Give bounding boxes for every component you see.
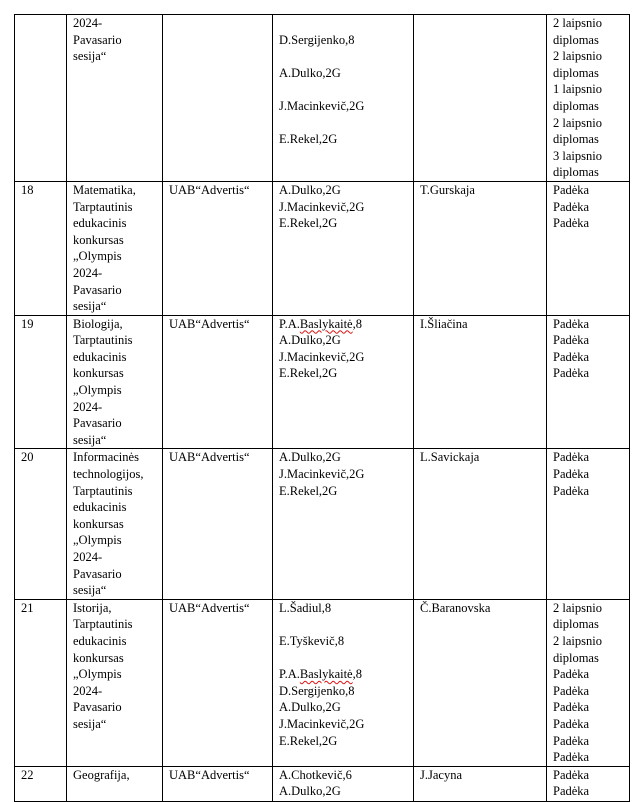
- teacher-cell: [414, 766, 547, 801]
- student-line: P.A.Baslykaitė,8: [279, 667, 362, 682]
- subject-line: Pavasario: [73, 700, 122, 715]
- student-line: L.Šadiul,8: [279, 600, 332, 615]
- result-line: Padėka: [553, 667, 590, 682]
- subject-cell: [67, 599, 163, 766]
- subject-line: konkursas: [73, 232, 124, 247]
- result-line: Padėka: [553, 716, 590, 731]
- blank-line: [279, 650, 413, 667]
- subject-cell: [67, 315, 163, 449]
- document-page: [14, 14, 630, 802]
- student-line: J.Macinkevič,2G: [279, 349, 365, 364]
- teacher-cell: [414, 449, 547, 599]
- result-line: 2 laipsnio: [553, 600, 602, 615]
- subject-line: Pavasario: [73, 566, 122, 581]
- row-number-cell: [15, 15, 67, 182]
- subject-line: sesija“: [73, 49, 107, 64]
- nr-text: 22: [21, 767, 34, 782]
- student-line: A.Dulko,2G: [279, 450, 341, 465]
- students-cell: [273, 766, 414, 801]
- teacher-text: I.Šliačina: [420, 316, 468, 331]
- students-cell: [273, 315, 414, 449]
- row-number-cell: [15, 315, 67, 449]
- subject-line: edukacinis: [73, 633, 127, 648]
- organizer-text: UAB“Advertis“: [169, 600, 250, 615]
- subject-line: sesija“: [73, 583, 107, 598]
- result-line: Padėka: [553, 733, 590, 748]
- result-line: diplomas: [553, 132, 599, 147]
- row-number-cell: [15, 599, 67, 766]
- organizer-cell: [163, 315, 273, 449]
- teacher-text: Č.Baranovska: [420, 600, 491, 615]
- student-line: J.Macinkevič,2G: [279, 716, 365, 731]
- nr-text: 20: [21, 450, 34, 465]
- student-line: J.Macinkevič,2G: [279, 199, 365, 214]
- result-line: Padėka: [553, 784, 590, 799]
- organizer-cell: [163, 599, 273, 766]
- subject-line: Matematika,: [73, 182, 136, 197]
- subject-line: „Olympis: [73, 533, 122, 548]
- table-body: [15, 15, 630, 802]
- subject-line: Pavasario: [73, 416, 122, 431]
- teacher-text: L.Savickaja: [420, 450, 480, 465]
- student-line: A.Dulko,2G: [279, 65, 341, 80]
- results-cell: [547, 15, 630, 182]
- results-cell: [547, 315, 630, 449]
- student-line: A.Dulko,2G: [279, 700, 341, 715]
- blank-line: [279, 115, 413, 132]
- organizer-cell: [163, 449, 273, 599]
- subject-cell: [67, 181, 163, 315]
- subject-line: konkursas: [73, 366, 124, 381]
- result-line: Padėka: [553, 483, 590, 498]
- result-line: 2 laipsnio: [553, 633, 602, 648]
- subject-cell: [67, 766, 163, 801]
- subject-line: Tarptautinis: [73, 199, 133, 214]
- student-line: D.Sergijenko,8: [279, 683, 355, 698]
- student-line: E.Rekel,2G: [279, 132, 338, 147]
- student-line: J.Macinkevič,2G: [279, 98, 365, 113]
- blank-line: [279, 81, 413, 98]
- subject-line: sesija“: [73, 716, 107, 731]
- student-line: A.Dulko,2G: [279, 784, 341, 799]
- olympiad-results-table: [14, 14, 630, 802]
- results-cell: [547, 766, 630, 801]
- subject-line: 2024-: [73, 683, 103, 698]
- result-line: Padėka: [553, 683, 590, 698]
- blank-line: [279, 616, 413, 633]
- row-number-cell: [15, 181, 67, 315]
- student-line: E.Rekel,2G: [279, 483, 338, 498]
- subject-cell: [67, 449, 163, 599]
- table-row: [15, 15, 630, 182]
- students-cell: [273, 449, 414, 599]
- organizer-text: UAB“Advertis“: [169, 450, 250, 465]
- result-line: Padėka: [553, 700, 590, 715]
- organizer-cell: [163, 766, 273, 801]
- subject-line: edukacinis: [73, 500, 127, 515]
- result-line: Padėka: [553, 333, 590, 348]
- nr-text: 18: [21, 182, 34, 197]
- result-line: 2 laipsnio: [553, 115, 602, 130]
- organizer-cell: [163, 15, 273, 182]
- nr-text: 21: [21, 600, 34, 615]
- result-line: Padėka: [553, 182, 590, 197]
- student-line: A.Dulko,2G: [279, 333, 341, 348]
- table-row: [15, 599, 630, 766]
- subject-line: edukacinis: [73, 349, 127, 364]
- subject-line: Informacinės: [73, 450, 139, 465]
- teacher-cell: [414, 15, 547, 182]
- student-line: J.Macinkevič,2G: [279, 467, 365, 482]
- subject-line: Istorija,: [73, 600, 112, 615]
- teacher-text: J.Jacyna: [420, 767, 462, 782]
- organizer-text: UAB“Advertis“: [169, 316, 250, 331]
- table-row: [15, 181, 630, 315]
- result-line: 2 laipsnio: [553, 49, 602, 64]
- students-cell: [273, 181, 414, 315]
- subject-line: Tarptautinis: [73, 483, 133, 498]
- result-line: 3 laipsnio: [553, 148, 602, 163]
- student-line: E.Rekel,2G: [279, 733, 338, 748]
- result-line: 2 laipsnio: [553, 16, 602, 30]
- student-line: E.Tyškevič,8: [279, 633, 345, 648]
- teacher-text: T.Gurskaja: [420, 182, 475, 197]
- subject-line: „Olympis: [73, 667, 122, 682]
- subject-line: Tarptautinis: [73, 333, 133, 348]
- teacher-cell: [414, 599, 547, 766]
- result-line: Padėka: [553, 767, 590, 782]
- result-line: Padėka: [553, 750, 590, 765]
- table-row: [15, 315, 630, 449]
- blank-line: [279, 48, 413, 65]
- results-cell: [547, 599, 630, 766]
- result-line: Padėka: [553, 366, 590, 381]
- table-row: [15, 766, 630, 801]
- subject-line: sesija“: [73, 432, 107, 447]
- result-line: diplomas: [553, 165, 599, 180]
- subject-line: Geografija,: [73, 767, 130, 782]
- result-line: diplomas: [553, 617, 599, 632]
- result-line: Padėka: [553, 199, 590, 214]
- subject-line: Pavasario: [73, 32, 122, 47]
- nr-text: 19: [21, 316, 34, 331]
- blank-line: [279, 15, 413, 32]
- subject-line: konkursas: [73, 650, 124, 665]
- student-line: P.A.Baslykaitė,8: [279, 316, 362, 331]
- result-line: 1 laipsnio: [553, 82, 602, 97]
- result-line: diplomas: [553, 32, 599, 47]
- subject-line: edukacinis: [73, 216, 127, 231]
- subject-line: Pavasario: [73, 282, 122, 297]
- subject-line: „Olympis: [73, 249, 122, 264]
- teacher-cell: [414, 181, 547, 315]
- result-line: Padėka: [553, 316, 590, 331]
- student-line: A.Dulko,2G: [279, 182, 341, 197]
- subject-line: Tarptautinis: [73, 617, 133, 632]
- organizer-cell: [163, 181, 273, 315]
- student-line: E.Rekel,2G: [279, 366, 338, 381]
- subject-line: 2024-: [73, 16, 103, 30]
- subject-line: technologijos,: [73, 467, 144, 482]
- subject-line: 2024-: [73, 265, 103, 280]
- subject-line: konkursas: [73, 516, 124, 531]
- results-cell: [547, 181, 630, 315]
- result-line: Padėka: [553, 450, 590, 465]
- student-line: E.Rekel,2G: [279, 216, 338, 231]
- subject-line: sesija“: [73, 299, 107, 314]
- subject-line: 2024-: [73, 550, 103, 564]
- subject-line: Biologija,: [73, 316, 123, 331]
- subject-cell: [67, 15, 163, 182]
- result-line: diplomas: [553, 65, 599, 80]
- organizer-text: UAB“Advertis“: [169, 182, 250, 197]
- subject-line: 2024-: [73, 399, 103, 414]
- result-line: diplomas: [553, 650, 599, 665]
- organizer-text: UAB“Advertis“: [169, 767, 250, 782]
- row-number-cell: [15, 449, 67, 599]
- students-cell: [273, 599, 414, 766]
- result-line: Padėka: [553, 349, 590, 364]
- students-cell: [273, 15, 414, 182]
- row-number-cell: [15, 766, 67, 801]
- table-row: [15, 449, 630, 599]
- student-line: A.Chotkevič,6: [279, 767, 352, 782]
- teacher-cell: [414, 315, 547, 449]
- result-line: Padėka: [553, 216, 590, 231]
- result-line: Padėka: [553, 467, 590, 482]
- subject-line: „Olympis: [73, 383, 122, 398]
- results-cell: [547, 449, 630, 599]
- student-line: D.Sergijenko,8: [279, 32, 355, 47]
- result-line: diplomas: [553, 98, 599, 113]
